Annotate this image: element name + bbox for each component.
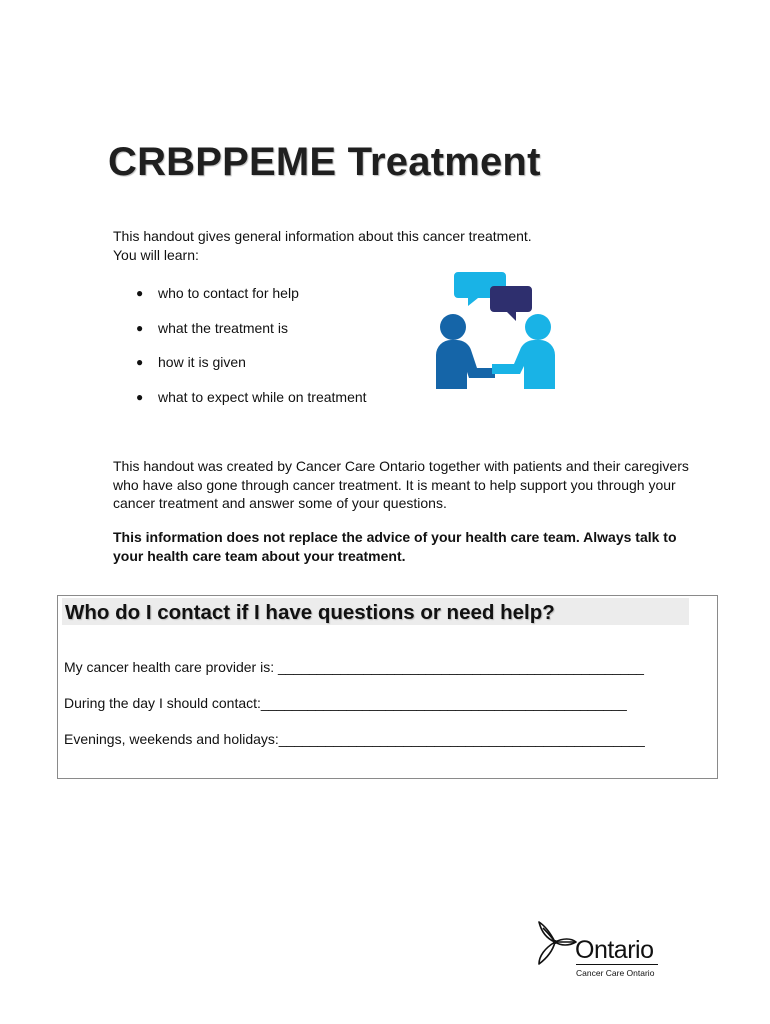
about-paragraph: This handout was created by Cancer Care Ontario together with patients and their caregivers who have also gone through cancer treatment. It is meant to help support you through your cancer treatment and answer some of your questions. [113,458,689,511]
intro-line: You will learn: [113,247,199,263]
bullet-icon: ● [136,355,144,369]
advice-paragraph: This information does not replace the advice of your health care team. Always talk to your health care team about your treatment. [113,529,677,564]
learn-list [113,284,367,422]
daytime-contact-field[interactable]: During the day I should contact:_______________________________________________ [64,695,627,711]
list-item [113,388,367,423]
bullet-icon: ● [136,286,144,300]
list-item-text: what to expect while on treatment [158,388,367,405]
trillium-icon [533,918,577,968]
provider-field[interactable]: My cancer health care provider is: _______________________________________________ [64,659,644,675]
evening-contact-field[interactable]: Evenings, weekends and holidays:_______________________________________________ [64,731,645,747]
document-title: CRBPPEME Treatment [108,140,541,184]
list-item-text: how it is given [158,354,246,370]
speech-bubble-dark-icon [490,286,532,321]
handshake-conversation-icon [432,270,562,394]
bullet-icon: ● [136,320,144,335]
intro [113,227,533,265]
list-item-text: who to contact for help [158,285,299,301]
list-item [113,319,367,354]
person-left-icon [436,314,495,389]
intro-line: This handout gives general information about this cancer treatment. [113,228,532,244]
logo-subtitle: Cancer Care Ontario [576,968,655,978]
contact-section [57,595,718,779]
logo-wordmark: Ontario [575,936,654,964]
bullet-icon: ● [136,389,144,404]
list-item [113,284,367,319]
logo-divider [576,964,658,965]
person-right-icon [492,314,555,389]
contact-heading: Who do I contact if I have questions or need help? [62,598,689,625]
ontario-logo [533,918,663,984]
list-item [113,353,367,388]
list-item-text: what the treatment is [158,319,288,336]
